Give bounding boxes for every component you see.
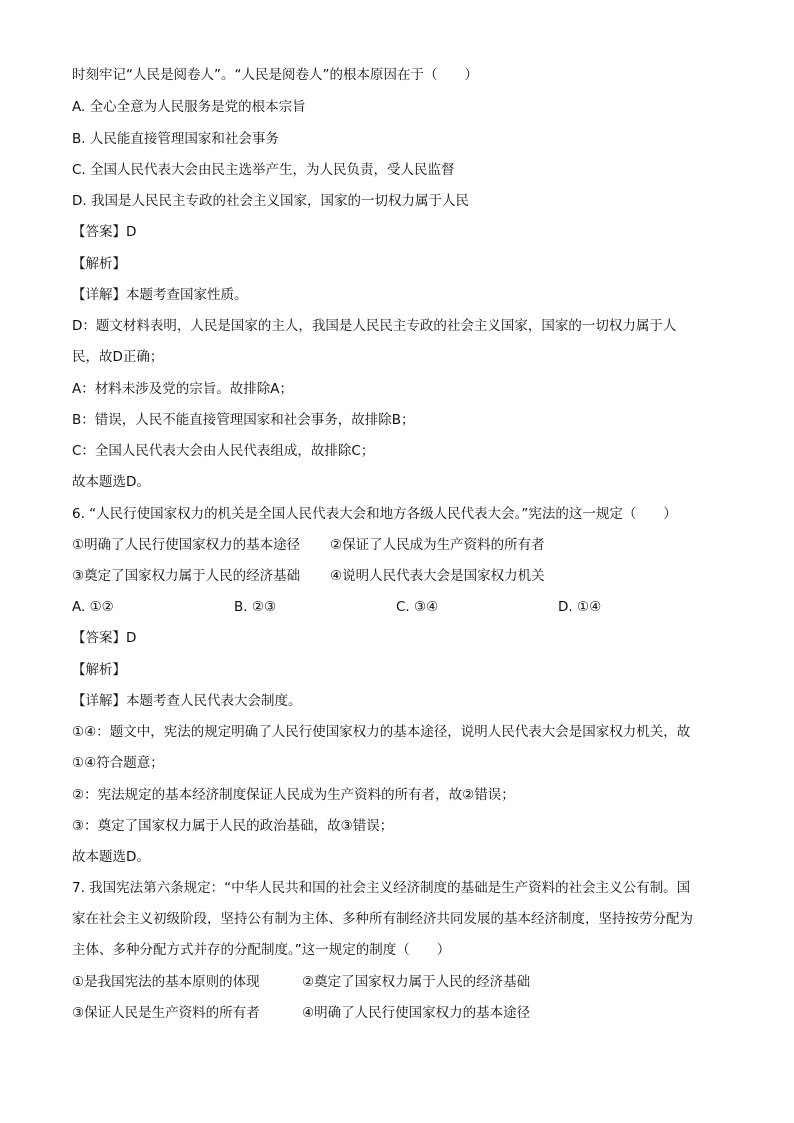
q6-statement-4: ④说明人民代表大会是国家权力机关 [330, 568, 545, 584]
q5-explain-line: C：全国人民代表大会由人民代表组成，故排除C； [72, 443, 375, 459]
q5-option-b: B. 人民能直接管理国家和社会事务 [72, 131, 279, 147]
q7-statement-4: ④明确了人民行使国家权力的基本途径 [302, 1005, 531, 1021]
q6-explain-line: ②：宪法规定的基本经济制度保证人民成为生产资料的所有者，故②错误； [72, 787, 515, 803]
q6-statements-row-1 [72, 536, 732, 554]
q5-explain-line: 民，故D正确； [72, 349, 164, 365]
q6-statement-1: ①明确了人民行使国家权力的基本途径 [72, 537, 301, 553]
q5-option-d: D. 我国是人民民主专政的社会主义国家，国家的一切权力属于人民 [72, 193, 469, 209]
q7-stem-line: 7. 我国宪法第六条规定：“中华人民共和国的社会主义经济制度的基础是生产资料的社会主义公有制。国 [72, 880, 691, 896]
q5-conclusion: 故本题选D。 [72, 474, 150, 490]
q6-statement-2: ②保证了人民成为生产资料的所有者 [330, 537, 545, 553]
q6-option-d: D. ①④ [558, 599, 602, 615]
q6-option-a: A. ①② [72, 599, 114, 615]
q7-stem-line: 家在社会主义初级阶段，坚持公有制为主体、多种所有制经济共同发展的基本经济制度，坚持按劳分配为 [72, 911, 693, 927]
q5-explain-line: B：错误，人民不能直接管理国家和社会事务，故排除B； [72, 412, 415, 428]
q6-answer: 【答案】D [72, 630, 137, 646]
q6-options [72, 598, 732, 616]
q6-detail: 【详解】本题考查人民代表大会制度。 [72, 693, 302, 709]
q5-option-c: C. 全国人民代表大会由民主选举产生，为人民负责，受人民监督 [72, 162, 455, 178]
q5-explain-line: D：题文材料表明，人民是国家的主人，我国是人民民主专政的社会主义国家，国家的一切权力属于人 [72, 318, 677, 334]
q6-statements-row-2 [72, 567, 732, 585]
q6-analysis-label: 【解析】 [72, 662, 126, 678]
q5-option-a: A. 全心全意为人民服务是党的根本宗旨 [72, 99, 306, 115]
q6-explain-line: ①④符合题意； [72, 755, 164, 771]
q6-option-b: B. ②③ [234, 599, 277, 615]
q7-statements-row-2 [72, 1004, 732, 1022]
q7-statement-3: ③保证人民是生产资料的所有者 [72, 1005, 260, 1021]
q6-option-c: C. ③④ [396, 599, 439, 615]
q5-explain-line: A：材料未涉及党的宗旨。故排除A； [72, 381, 293, 397]
q6-explain-line: ③：奠定了国家权力属于人民的政治基础，故③错误； [72, 818, 394, 834]
q7-statement-1: ①是我国宪法的基本原则的体现 [72, 974, 260, 990]
q7-statements-row-1 [72, 973, 732, 991]
q7-stem-line: 主体、多种分配方式并存的分配制度。”这一规定的制度（ ） [72, 942, 451, 958]
q6-statement-3: ③奠定了国家权力属于人民的经济基础 [72, 568, 301, 584]
q6-stem: 6. “人民行使国家权力的机关是全国人民代表大会和地方各级人民代表大会。”宪法的这一规定（ ） [72, 506, 677, 522]
q5-analysis-label: 【解析】 [72, 256, 126, 272]
q5-detail: 【详解】本题考查国家性质。 [72, 287, 248, 303]
q5-stem: 时刻牢记“人民是阅卷人”。“人民是阅卷人”的根本原因在于（ ） [72, 67, 478, 83]
q5-answer: 【答案】D [72, 224, 137, 240]
q6-conclusion: 故本题选D。 [72, 849, 150, 865]
q6-explain-line: ①④：题文中，宪法的规定明确了人民行使国家权力的基本途径，说明人民代表大会是国家权力机关，故 [72, 724, 691, 740]
q7-statement-2: ②奠定了国家权力属于人民的经济基础 [302, 974, 531, 990]
